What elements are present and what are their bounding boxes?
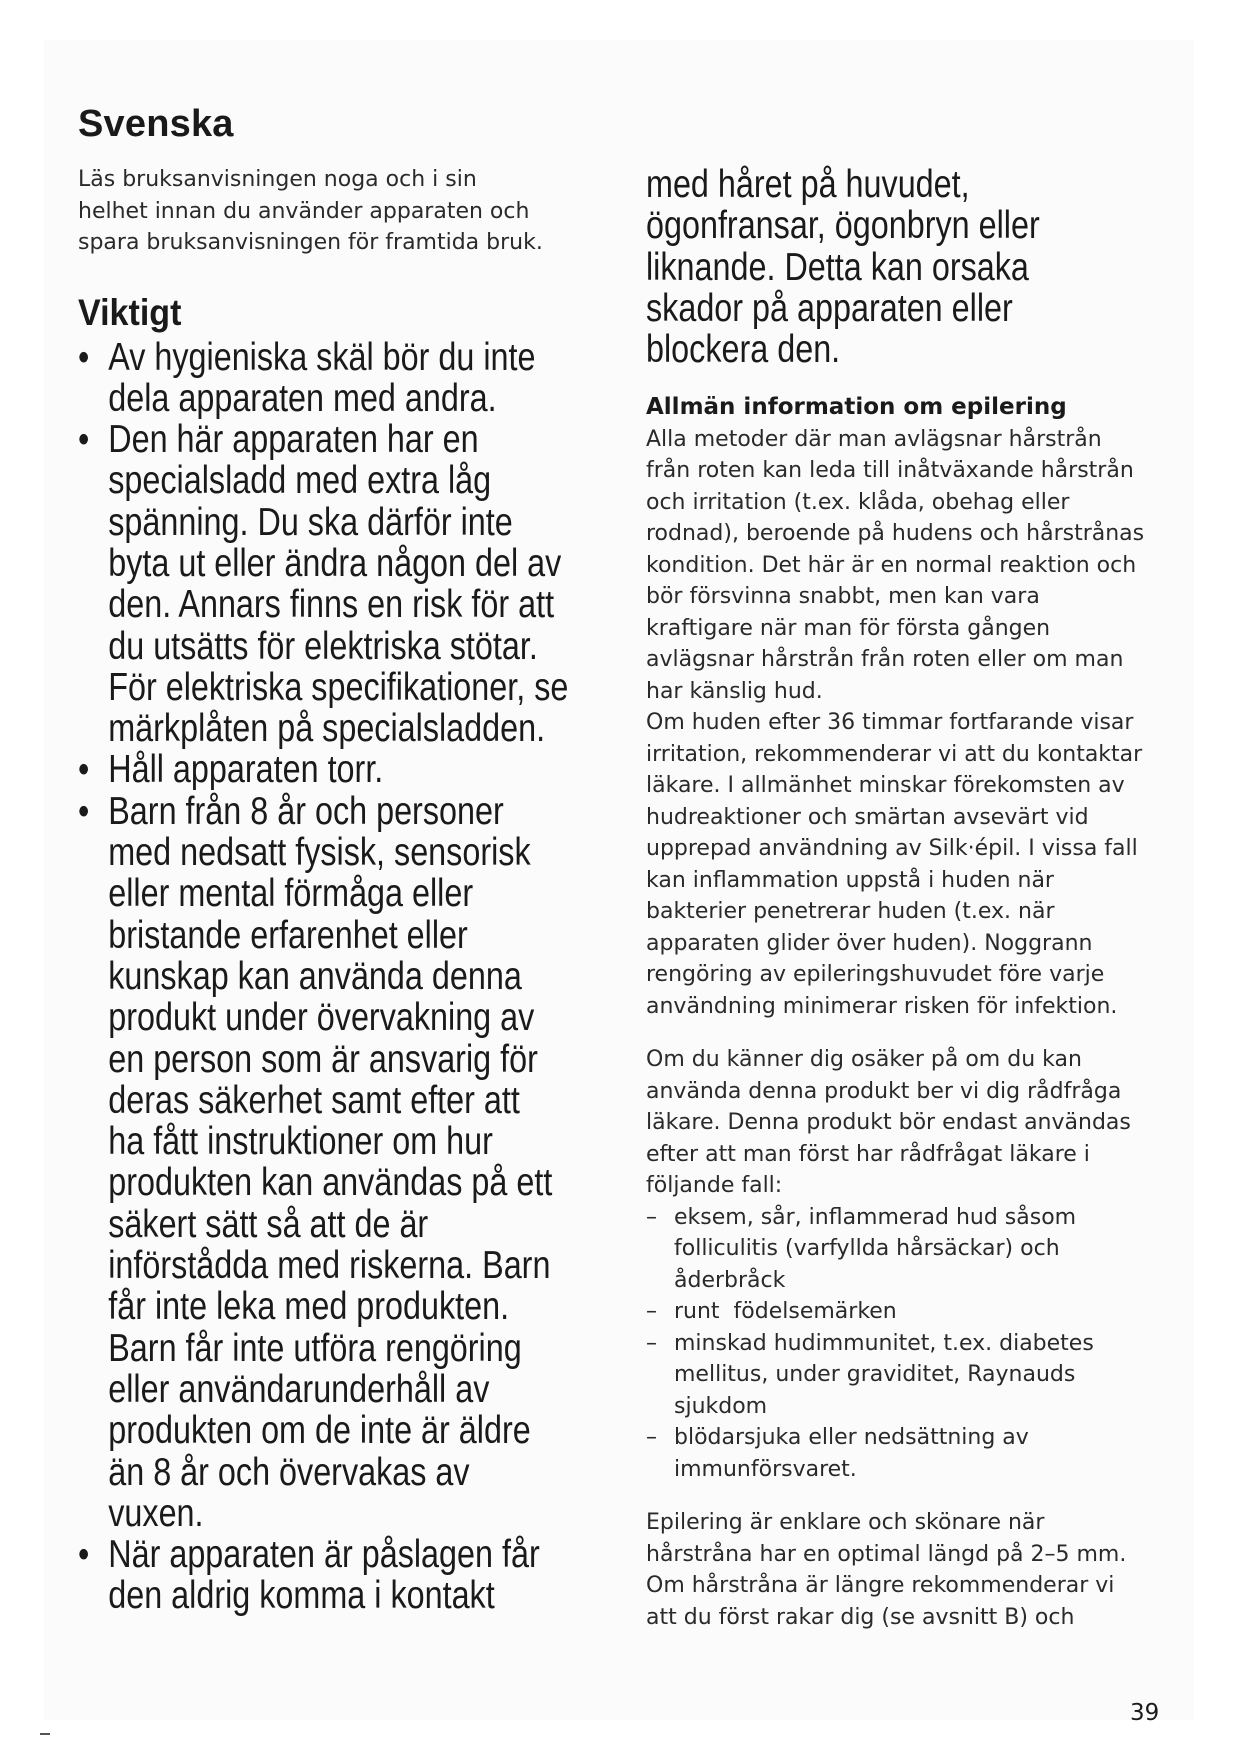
list-item [646,1422,1144,1485]
dash-icon: – [646,1299,657,1325]
list-item [78,791,553,1534]
bullet-icon: • [78,418,90,462]
condition-text: runt födelsemärken [674,1299,897,1325]
list-item [646,1202,1144,1297]
bullet-icon: • [78,1533,90,1577]
dash-icon: – [646,1330,657,1356]
left-column [78,100,618,1617]
right-column [646,164,1186,1633]
page-number: 39 [1130,1700,1160,1726]
language-title: Svenska [78,103,234,145]
bullet-icon: • [78,335,90,379]
intro-paragraph: Läs bruksanvisningen noga och i sin helhet innan du använder apparaten och spara bruksanvisningen för framtida bruk. [78,167,543,255]
bullet-icon: • [78,748,90,792]
bullet-text-children: Barn från 8 år och personer med nedsatt fysisk, sensorisk eller mental förmåga eller bristande erfarenhet eller kunskap kan använda denna produkt under övervakning av en person som är ansvarig för deras säkerhet samt efter att ha fått instruktioner om hur produkten kan användas på ett säkert sätt så att de är införstådda med riskerna. Barn får inte leka med produkten. Barn får inte utföra rengöring eller användarunderhåll av produkten om de inte är äldre än 8 år och övervakas av vuxen. [108,789,553,1535]
important-heading: Viktigt [78,291,182,333]
crop-mark [40,1733,50,1735]
closing-paragraph: Epilering är enklare och skönare när hårstråna har en optimal längd på 2–5 mm. Om hårstråna är längre rekommenderar vi att du först rakar dig (se avsnitt B) och [646,1510,1127,1630]
general-info-paragraph-2: Om huden efter 36 timmar fortfarande visar irritation, rekommenderar vi att du kontaktar läkare. I allmänhet minskar förekomsten av hudreaktioner och smärtan avsevärt vid upprepad användning av Silk·épil. I vissa fall kan inflammation uppstå i huden när bakterier penetrerar huden (t.ex. när apparaten glider över huden). Noggrann rengöring av epileringshuvudet före varje användning minimerar risken för infektion. [646,710,1143,1019]
conditions-list [646,1202,1186,1486]
continuation-wrapper [646,164,1184,370]
bullet-icon: • [78,789,90,833]
condition-text: eksem, sår, inflammerad hud såsom folliculitis (varfyllda hårsäckar) och åderbråck [674,1204,1077,1293]
list-item [646,1296,1144,1328]
doctor-advice-paragraph: Om du känner dig osäker på om du kan använda denna produkt ber vi dig rådfråga läkare. Denna produkt bör endast användas efter att man först har rådfrågat läkare i följande fall: [646,1047,1131,1199]
list-item [78,749,579,790]
bullet-text-cord: Den här apparaten har en specialsladd med extra låg spänning. Du ska därför inte byta ut eller ändra någon del av den. Annars finns en risk för att du utsätts för elektriska stötar. För elektriska specifikationer, se märkplåten på specialsladden. [108,418,569,751]
continuation-text: med håret på huvudet, ögonfransar, ögonbryn eller liknande. Detta kan orsaka skador på apparaten eller blockera den. [646,163,1040,372]
list-item [78,337,579,420]
bullet-text-dry: Håll apparaten torr. [108,748,384,792]
list-item [78,1534,579,1617]
condition-text: minskad hudimmunitet, t.ex. diabetes mellitus, under graviditet, Raynauds sjukdom [674,1330,1094,1419]
general-info-paragraph-1: Alla metoder där man avlägsnar hårstrån från roten kan leda till inåtväxande hårstrån och irritation (t.ex. klåda, obehag eller rodnad), beroende på hudens och hårstrånas kondition. Det här är en normal reaktion och bör försvinna snabbt, men kan vara kraftigare när man för första gången avlägsnar hårstrån från roten eller om man har känslig hud. [646,426,1145,704]
dash-icon: – [646,1425,657,1451]
general-info-heading: Allmän information om epilering [646,394,1067,421]
bullet-text-hygiene: Av hygieniska skäl bör du inte dela apparaten med andra. [108,335,536,420]
important-list [78,337,616,1617]
list-item [78,419,579,749]
important-list-wrapper [78,337,616,1617]
list-item [646,1328,1144,1423]
bullet-text-contact: När apparaten är påslagen får den aldrig komma i kontakt [108,1533,540,1618]
condition-text: blödarsjuka eller nedsättning av immunförsvaret. [674,1425,1029,1482]
dash-icon: – [646,1204,657,1230]
